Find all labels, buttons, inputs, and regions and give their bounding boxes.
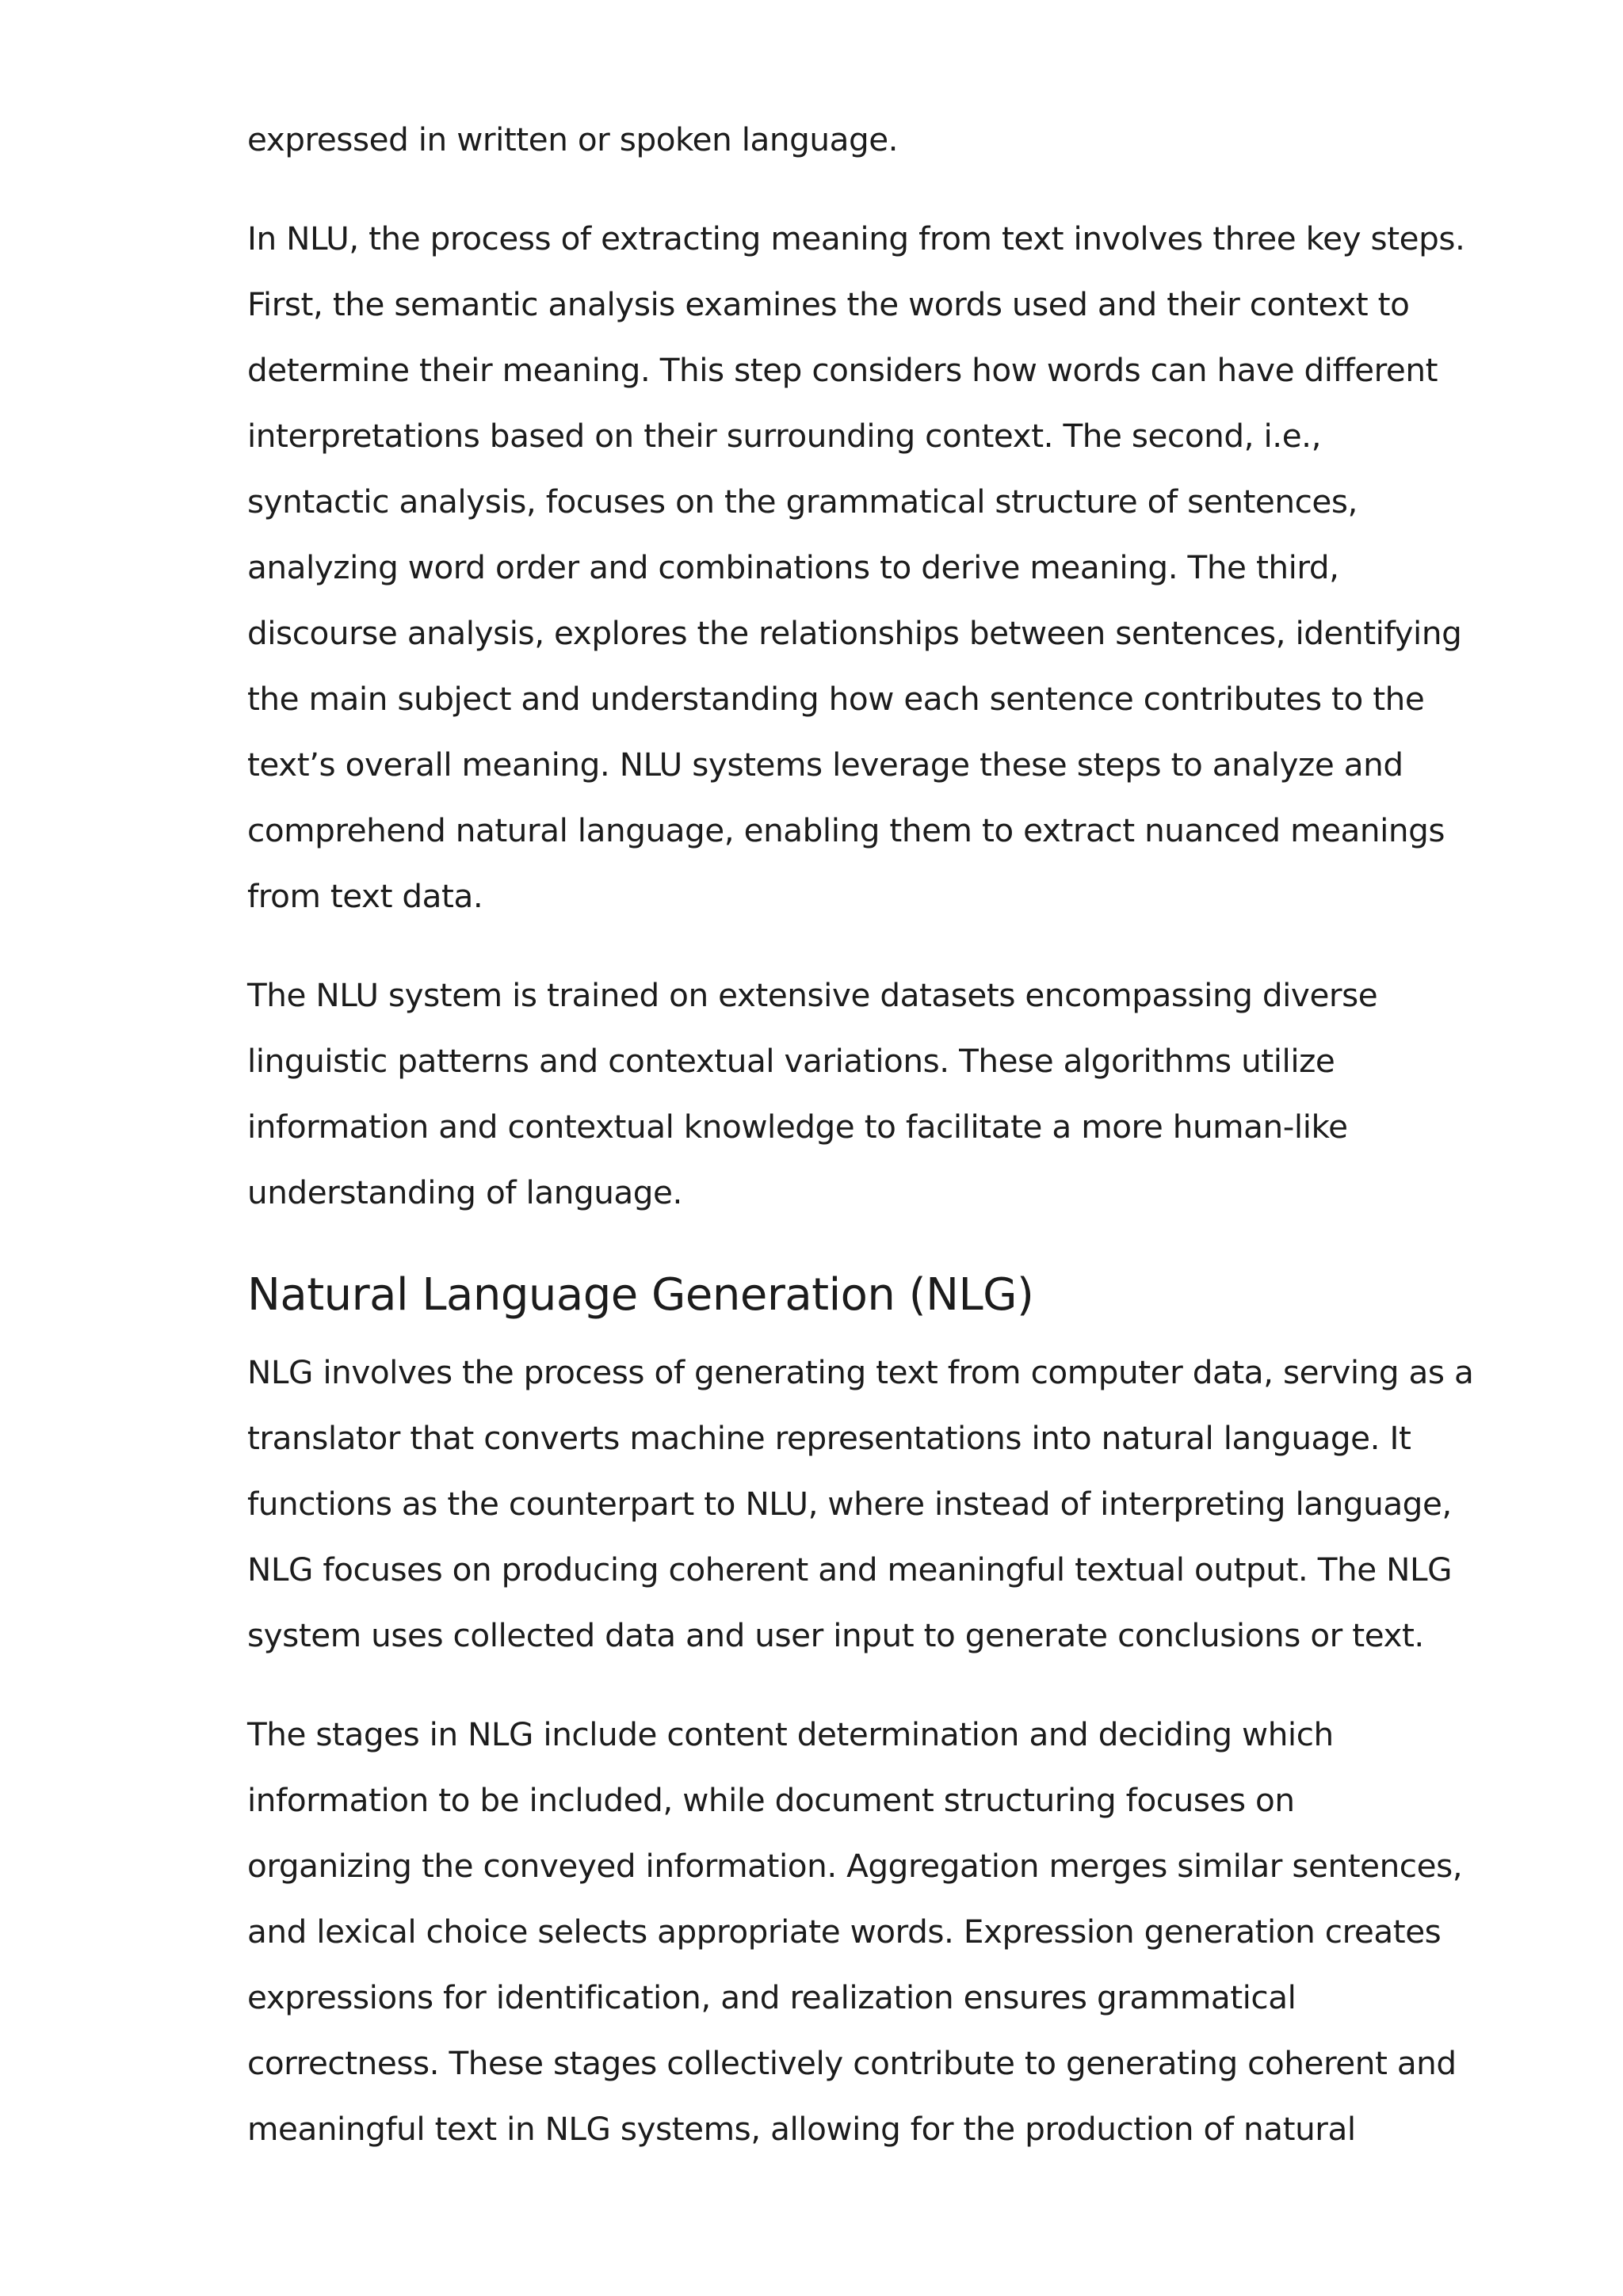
text-line: First, the semantic analysis examines the words used and their context to (247, 285, 1410, 323)
text-line: understanding of language. (247, 1173, 682, 1211)
section-heading-nlg: Natural Language Generation (NLG) (247, 1269, 1034, 1321)
text-line: The stages in NLG include content determination and deciding which (247, 1715, 1334, 1753)
text-line: from text data. (247, 877, 483, 915)
text-line: NLG focuses on producing coherent and meaningful textual output. The NLG (247, 1550, 1453, 1589)
text-line: information to be included, while document structuring focuses on (247, 1781, 1295, 1819)
text-line: the main subject and understanding how each sentence contributes to the (247, 680, 1425, 718)
paragraph-nlu-training (247, 963, 1436, 1226)
text-line: In NLU, the process of extracting meaning from text involves three key steps. (247, 219, 1465, 257)
text-line: discourse analysis, explores the relationships between sentences, identifying (247, 614, 1462, 652)
text-line: expressions for identification, and realization ensures grammatical (247, 1978, 1296, 2016)
paragraph-nlg-stages (247, 1702, 1463, 2162)
text-line: interpretations based on their surrounding context. The second, i.e., (247, 417, 1322, 455)
text-line: information and contextual knowledge to facilitate a more human-like (247, 1108, 1348, 1146)
text-line: analyzing word order and combinations to derive meaning. The third, (247, 548, 1339, 586)
text-line: and lexical choice selects appropriate words. Expression generation creates (247, 1913, 1442, 1951)
text-line: functions as the counterpart to NLU, where instead of interpreting language, (247, 1485, 1452, 1523)
text-line: NLG involves the process of generating text from computer data, serving as a (247, 1353, 1474, 1391)
text-line: syntactic analysis, focuses on the grammatical structure of sentences, (247, 482, 1358, 521)
text-line: expressed in written or spoken language. (247, 120, 899, 158)
paragraph-intro-tail (247, 107, 1436, 173)
paragraph-nlg-definition (247, 1340, 1474, 1669)
text-line: system uses collected data and user input to generate conclusions or text. (247, 1616, 1424, 1654)
text-line: determine their meaning. This step considers how words can have different (247, 351, 1438, 389)
text-line: organizing the conveyed information. Aggregation merges similar sentences, (247, 1847, 1463, 1885)
text-line: linguistic patterns and contextual variations. These algorithms utilize (247, 1042, 1335, 1080)
paragraph-nlu-steps (247, 206, 1465, 929)
text-line: comprehend natural language, enabling them to extract nuanced meanings (247, 811, 1445, 849)
text-line: The NLU system is trained on extensive datasets encompassing diverse (247, 976, 1378, 1014)
text-line: meaningful text in NLG systems, allowing for the production of natural (247, 2110, 1356, 2148)
text-line: translator that converts machine representations into natural language. It (247, 1419, 1411, 1457)
text-line: text’s overall meaning. NLU systems leverage these steps to analyze and (247, 746, 1403, 784)
text-line: correctness. These stages collectively contribute to generating coherent and (247, 2044, 1457, 2082)
document-page (247, 107, 1474, 2162)
